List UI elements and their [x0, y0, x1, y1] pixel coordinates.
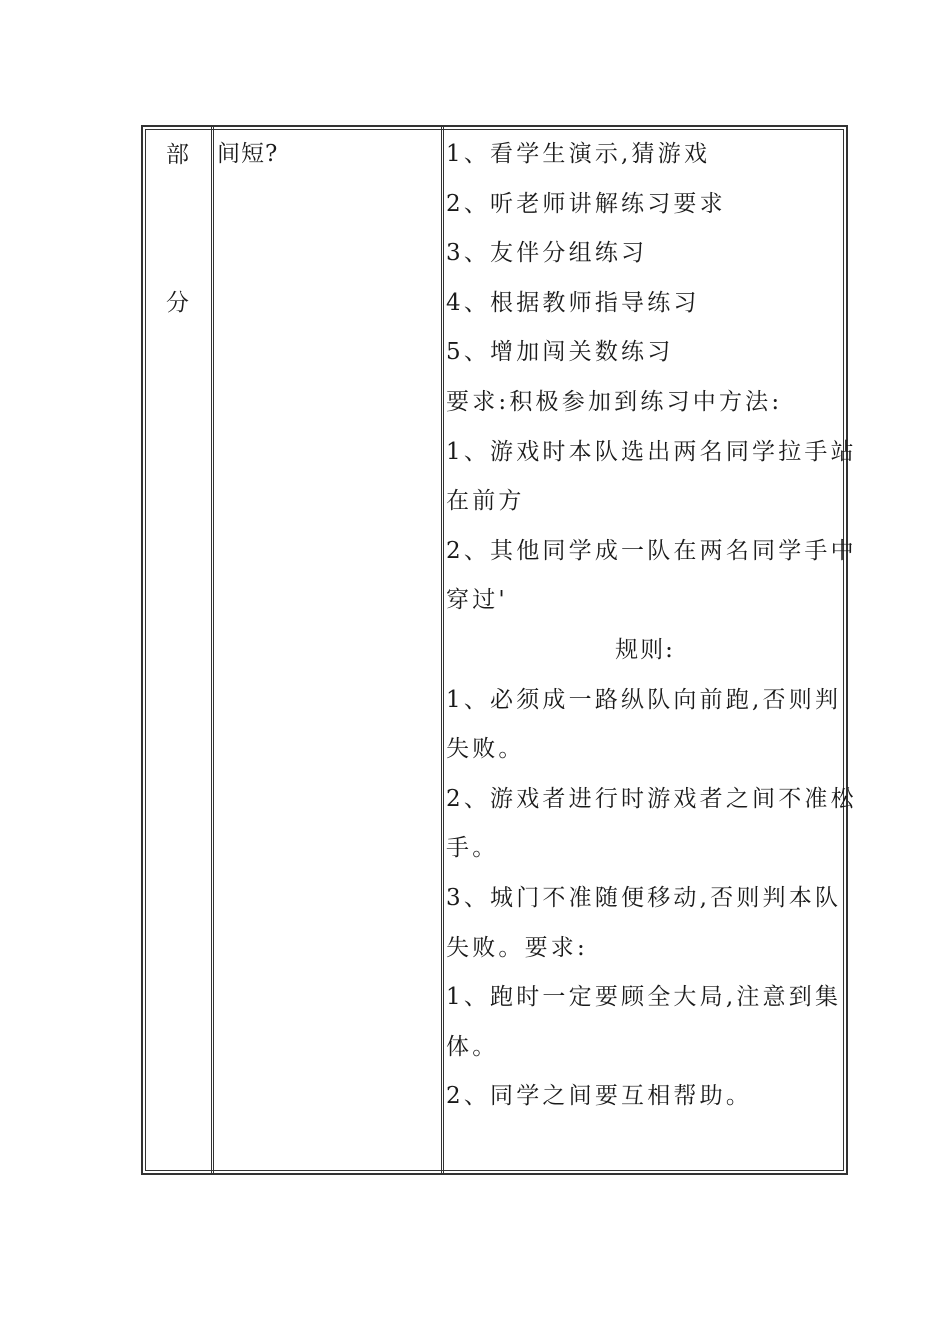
method-line: 2、其他同学成一队在两名同学手中: [446, 537, 857, 564]
method-line: 4、根据教师指导练习: [446, 289, 700, 316]
content-cell-text: 间短?: [217, 141, 279, 167]
method-line: 1、看学生演示,猜游戏: [446, 141, 711, 167]
rule-line: 失败。: [446, 736, 525, 763]
rule-line: 2、游戏者进行时游戏者之间不准松: [446, 785, 857, 812]
rule-line: 1、必须成一路纵队向前跑,否则判: [446, 686, 842, 713]
column-divider-2: [441, 127, 444, 1173]
method-line: 穿过': [446, 587, 508, 614]
rules-heading: 规则:: [615, 636, 675, 663]
section-label-char-1: 部: [166, 142, 189, 168]
section-label-char-2: 分: [166, 290, 189, 316]
requirement-line: 1、跑时一定要顾全大局,注意到集: [446, 984, 842, 1011]
requirement-line: 2、同学之间要互相帮助。: [446, 1083, 753, 1110]
method-line: 5、增加闯关数练习: [446, 339, 674, 366]
requirements-heading: 要求:积极参加到练习中方法:: [446, 388, 783, 415]
method-cell: [446, 130, 857, 1122]
method-line: 在前方: [446, 488, 525, 515]
method-line: 1、游戏时本队选出两名同学拉手站: [446, 438, 857, 465]
method-line: 2、听老师讲解练习要求: [446, 190, 726, 217]
rule-line: 失败。要求:: [446, 934, 588, 961]
rule-line: 3、城门不准随便移动,否则判本队: [446, 884, 842, 911]
rule-line: 手。: [446, 835, 499, 862]
method-line: 3、友伴分组练习: [446, 240, 648, 267]
requirement-line: 体。: [446, 1033, 499, 1060]
column-divider-1: [211, 127, 214, 1173]
